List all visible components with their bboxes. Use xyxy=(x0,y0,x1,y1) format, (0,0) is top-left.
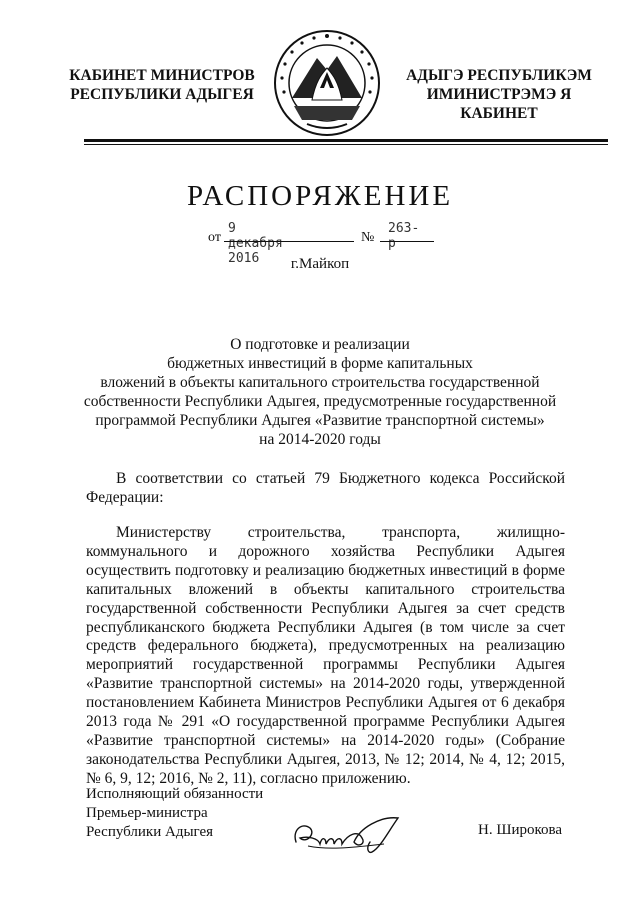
document-title xyxy=(60,335,580,449)
organization-name-adyghe xyxy=(390,66,608,123)
signatory-line: Премьер-министра xyxy=(86,805,208,821)
date-value: 9 декабря 2016 xyxy=(228,221,283,266)
body-paragraph: Министерству строительства, транспорта, жилищно-коммунального и дорожного хозяйства Республики Адыгея осуществить подготовку и реализацию бюджетных инвестиций в форме капитальных вложений в объекты капитального строительства государственной собственности Республики Адыгея за счет средств республиканского бюджета Республики Адыгея (в том числе за счет средств федерального бюджета), предусмотренных на реализацию мероприятий государственной программы Республики Адыгея «Развитие транспортной системы» на 2014-2020 годы, утвержденной постановлением Кабинета Министров Республики Адыгея от 6 декабря 2013 года № 291 «О государственной программе Республики Адыгея «Развитие транспортной системы» на 2014-2020 годы» (Собрание законодательства Республики Адыгея, 2013, № 12; 2014, № 4, 12; 2015, № 6, 9, 12; 2016, № 2, 11), согласно приложению. xyxy=(86,524,565,787)
date-prefix: от xyxy=(208,230,221,245)
coat-of-arms-icon xyxy=(272,28,382,138)
header-rule-thin xyxy=(84,144,608,145)
signatory-line: Исполняющий обязанности xyxy=(86,786,264,802)
number-value: 263-р xyxy=(388,221,420,251)
title-line: О подготовке и реализации xyxy=(230,336,410,353)
signatory-position xyxy=(86,785,263,842)
org-line: ИМИНИСТРЭМЭ Я КАБИНЕТ xyxy=(426,86,572,122)
signatory-name: Н. Широкова xyxy=(478,822,563,838)
number-underline xyxy=(380,241,434,242)
handwritten-signature xyxy=(288,808,408,858)
title-line: вложений в объекты капитального строительства государственной xyxy=(100,374,540,391)
title-line: собственности Республики Адыгея, предусмотренные государственной xyxy=(83,393,557,410)
org-line: РЕСПУБЛИКИ АДЫГЕЯ xyxy=(70,86,254,103)
date-underline xyxy=(224,241,354,242)
title-line: на 2014-2020 годы xyxy=(259,431,381,448)
city-line: г.Майкоп xyxy=(290,256,350,272)
body-paragraph: В соответствии со статьей 79 Бюджетного кодекса Российской Федерации: xyxy=(86,470,565,506)
signatory-line: Республики Адыгея xyxy=(86,824,214,840)
document-type-heading: РАСПОРЯЖЕНИЕ xyxy=(186,180,454,212)
header-rule-thick xyxy=(84,139,608,142)
number-prefix: № xyxy=(361,230,375,245)
org-line: КАБИНЕТ МИНИСТРОВ xyxy=(69,67,255,84)
title-line: бюджетных инвестиций в форме капитальных xyxy=(167,355,473,372)
org-line: АДЫГЭ РЕСПУБЛИКЭМ xyxy=(406,67,592,84)
organization-name-russian xyxy=(62,66,262,104)
title-line: программой Республики Адыгея «Развитие транспортной системы» xyxy=(95,412,545,429)
